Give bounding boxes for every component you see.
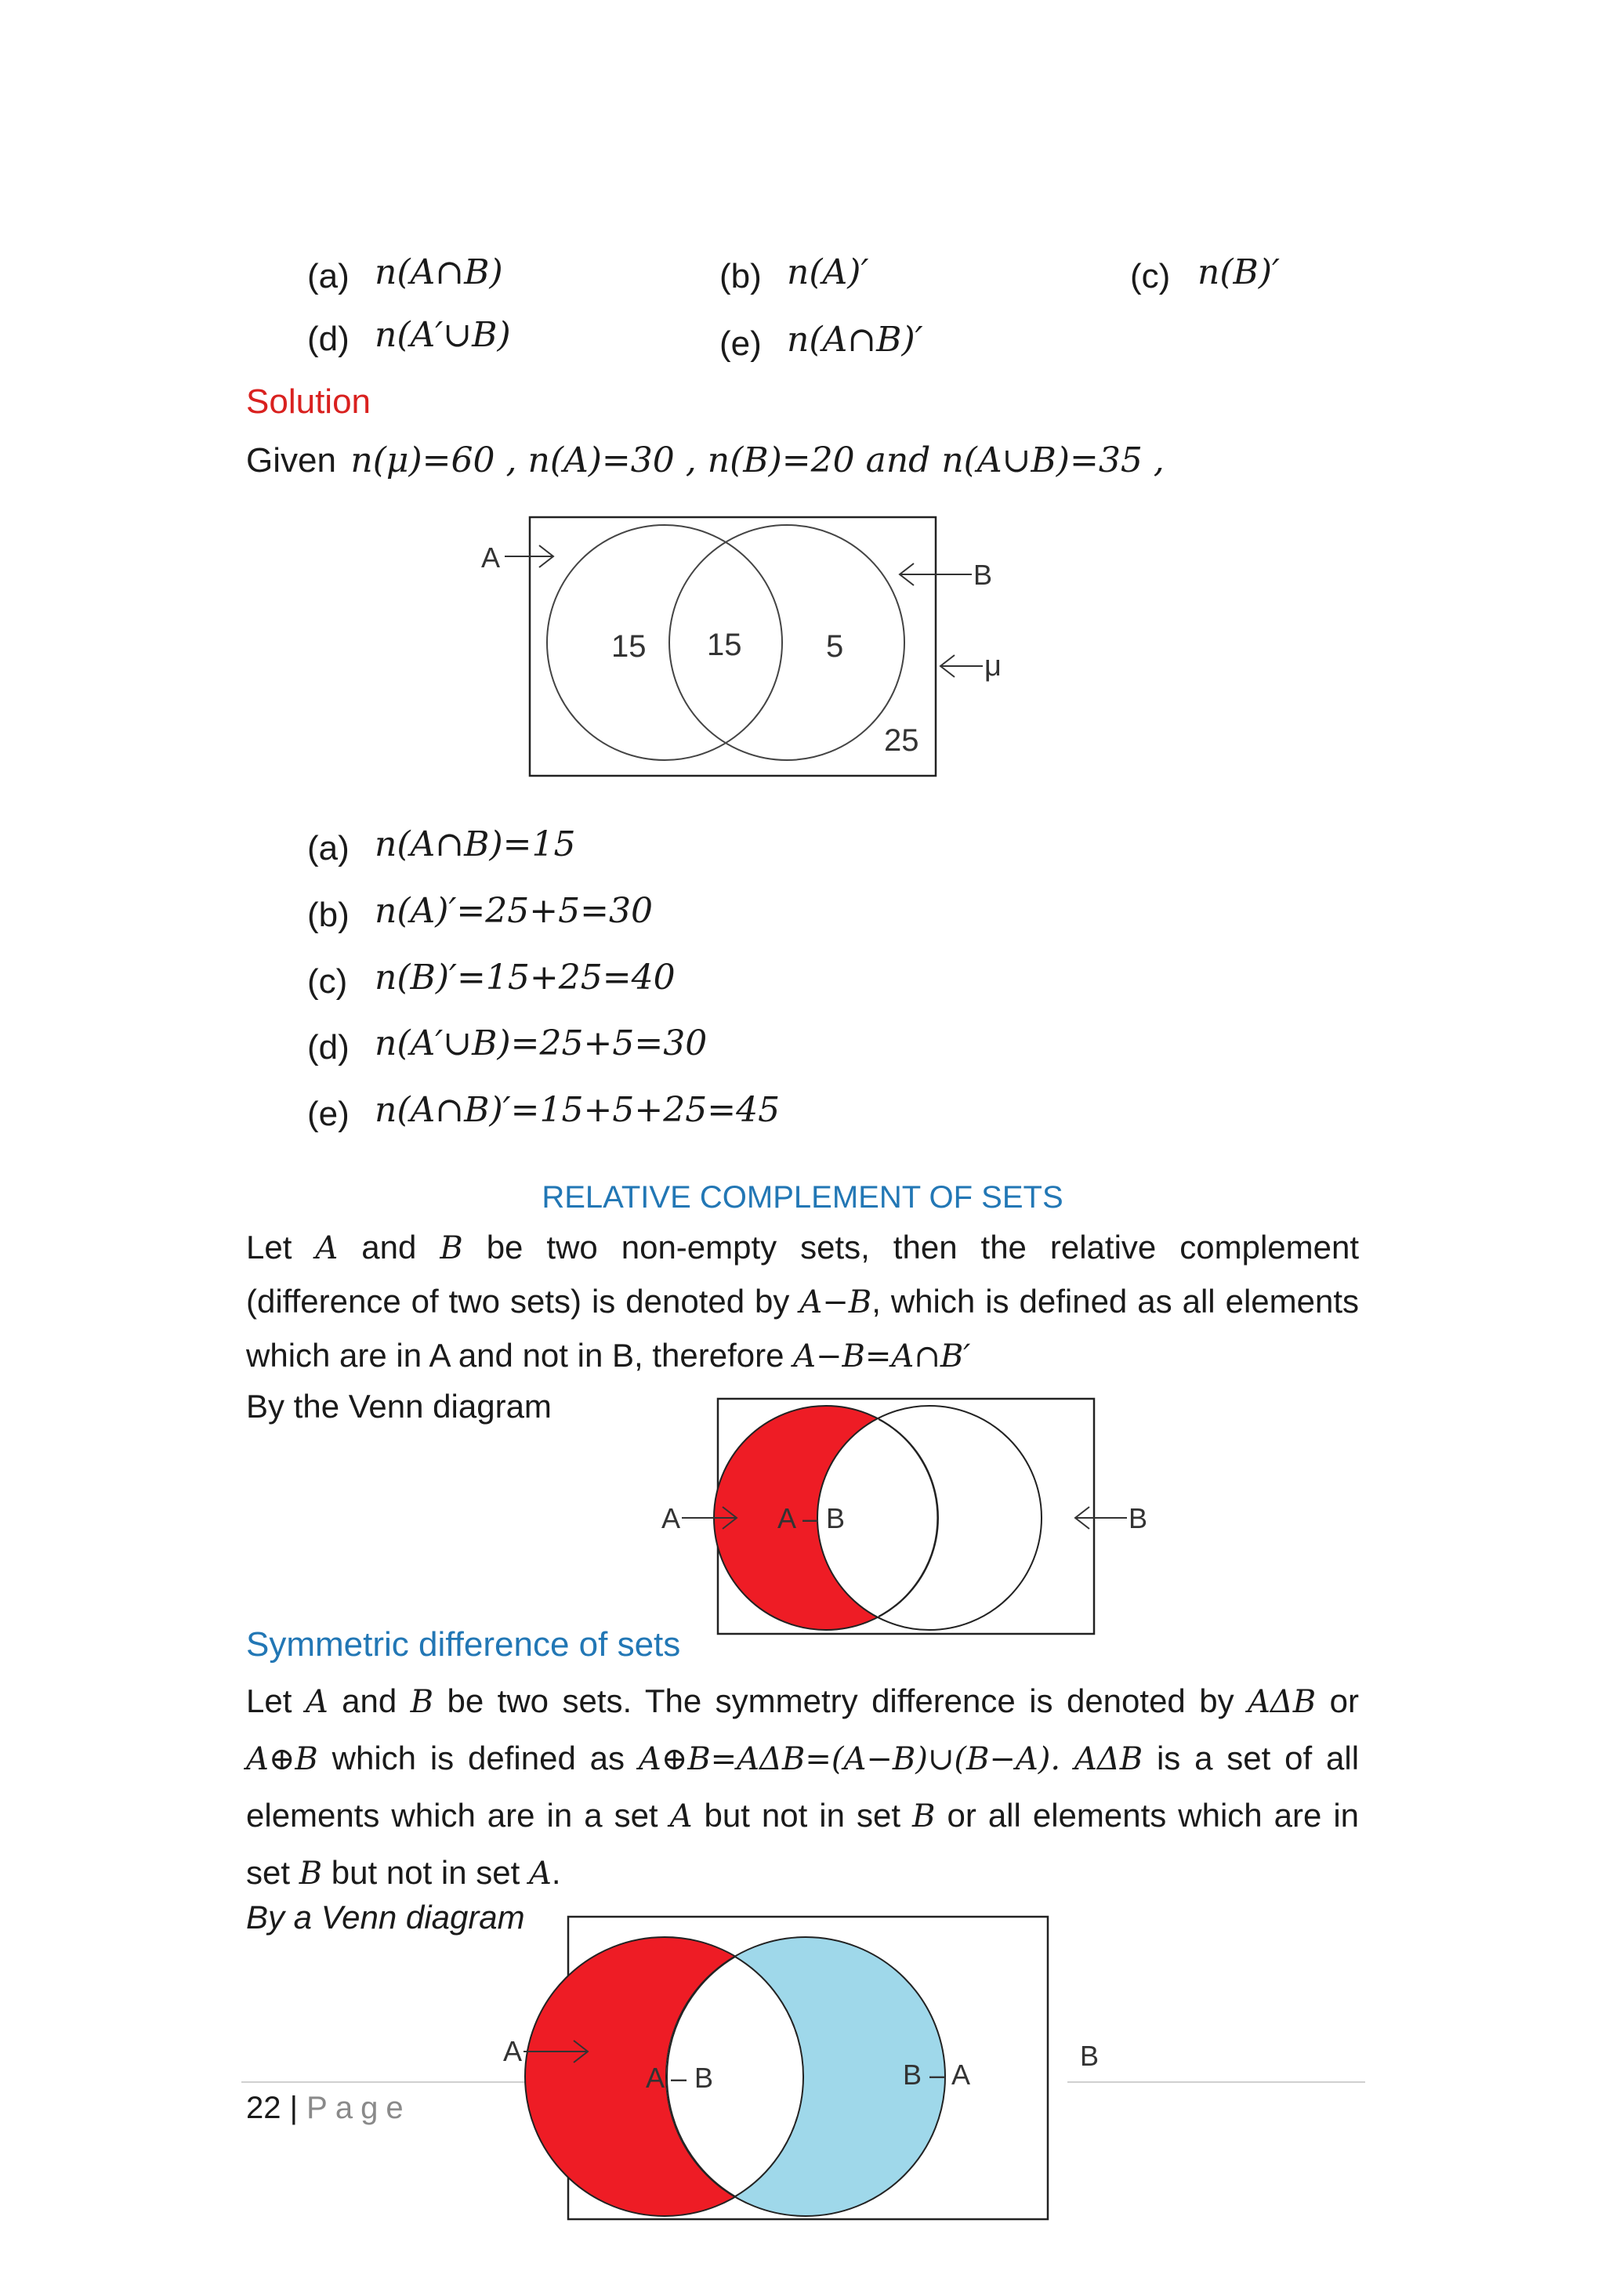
label-a: A: [503, 2035, 523, 2067]
rc-expr-identity: A−B=A∩B′: [793, 1338, 971, 1374]
page-footer: [246, 2091, 411, 2126]
answer-label-d: (d): [307, 1028, 350, 1067]
sd-text-but-not-2: but not in set: [331, 1854, 520, 1891]
question-label-a: (a): [307, 257, 350, 295]
sd-text-defined: which is defined as: [332, 1740, 625, 1776]
sd-text-period: .: [551, 1854, 561, 1891]
rc-set-a: A: [315, 1230, 339, 1266]
given-prefix: Given: [246, 441, 336, 480]
region-label-a-minus-b: A – B: [646, 2062, 714, 2094]
page-word: Page: [306, 2091, 411, 2125]
answer-label-e: (e): [307, 1095, 350, 1133]
given-line: [246, 440, 1165, 480]
rc-venn-intro: By the Venn diagram: [246, 1388, 552, 1425]
arrow-universal-icon: [940, 655, 983, 677]
sd-text-or: or: [1329, 1682, 1359, 1719]
answer-expr-b: n(A)′=25+5=30: [375, 891, 654, 931]
page-number: 22: [246, 2091, 281, 2125]
symmetric-difference-heading: Symmetric difference of sets: [246, 1625, 681, 1664]
venn-diagram-values: [439, 509, 1034, 784]
sd-text-but-not: but not in set: [704, 1797, 901, 1834]
given-expression: n(μ)=60 , n(A)=30 , n(B)=20 and n(A∪B)=35 ,: [350, 440, 1165, 480]
sd-set-b-2: B: [912, 1798, 936, 1834]
question-expr-e: n(A∩B)′: [787, 320, 923, 360]
answer-label-c: (c): [307, 962, 348, 1001]
question-expr-d: n(A′∪B): [375, 315, 511, 355]
relative-complement-heading: RELATIVE COMPLEMENT OF SETS: [542, 1180, 1063, 1215]
sd-expr-oplus: A⊕B: [246, 1741, 318, 1777]
question-label-c: (c): [1130, 257, 1171, 295]
sd-text-denoted: be two sets. The symmetry difference is denoted by: [447, 1682, 1234, 1719]
footer-separator: |: [289, 2091, 299, 2125]
question-label-d: (d): [307, 320, 350, 358]
rc-set-b: B: [440, 1230, 463, 1266]
relative-complement-paragraph: [246, 1221, 1359, 1383]
label-b: B: [973, 559, 993, 591]
solution-heading: Solution: [246, 382, 371, 421]
answer-label-b: (b): [307, 896, 350, 934]
sd-text-or-all: or all elements which are in set: [246, 1797, 1360, 1891]
question-label-e: (e): [719, 324, 762, 363]
answer-label-a: (a): [307, 829, 350, 867]
question-expr-a: n(A∩B): [375, 252, 503, 292]
sd-venn-intro: By a Venn diagram: [246, 1899, 525, 1936]
rc-text-let: Let: [246, 1229, 292, 1266]
label-b: B: [1080, 2040, 1100, 2072]
question-expr-c: n(B)′: [1197, 252, 1280, 292]
label-a: A: [661, 1502, 681, 1534]
sd-set-b-3: B: [299, 1856, 323, 1892]
sd-expr-definition: A⊕B=AΔB=(A−B)∪(B−A).: [638, 1741, 1061, 1777]
region-outside-value: 25: [884, 723, 919, 758]
sd-text-let: Let: [246, 1682, 292, 1719]
rc-text-and: and: [361, 1229, 417, 1266]
answer-expr-e: n(A∩B)′=15+5+25=45: [375, 1090, 781, 1130]
rc-text-definition: be two non-empty sets, then the relative complement (difference of two sets) is denoted by: [246, 1229, 1360, 1320]
rc-expr-difference: A−B: [799, 1284, 872, 1320]
sd-text-and: and: [342, 1682, 397, 1719]
answer-expr-a: n(A∩B)=15: [375, 824, 576, 864]
symmetric-difference-paragraph: [246, 1673, 1359, 1902]
region-only-b-value: 5: [826, 629, 844, 664]
sd-set-a-2: A: [669, 1798, 693, 1834]
question-expr-b: n(A)′: [787, 252, 869, 292]
sd-expr-delta-2: AΔB: [1074, 1741, 1143, 1777]
question-label-b: (b): [719, 257, 762, 295]
sd-set-a-3: A: [528, 1856, 552, 1892]
sd-set-b: B: [410, 1684, 434, 1720]
region-intersection-value: 15: [707, 628, 742, 662]
label-b: B: [1129, 1502, 1148, 1534]
answer-expr-c: n(B)′=15+25=40: [375, 958, 676, 998]
label-a: A: [481, 541, 501, 574]
sd-expr-delta: AΔB: [1248, 1684, 1317, 1720]
answer-expr-d: n(A′∪B)=25+5=30: [375, 1023, 708, 1063]
sd-text-set-of: is a set of all elements which are in a set: [246, 1740, 1360, 1834]
venn-diagram-symmetric-difference: [486, 1912, 1113, 2225]
region-only-a-value: 15: [611, 629, 647, 664]
sd-set-a: A: [305, 1684, 328, 1720]
region-label-b-minus-a: B – A: [903, 2059, 971, 2091]
rc-text-defined: , which is defined as all elements which are in A and not in B, therefore: [246, 1283, 1360, 1374]
label-universal: μ: [984, 650, 1002, 683]
venn-diagram-relative-complement: [658, 1395, 1160, 1638]
region-label-a-minus-b: A – B: [777, 1502, 846, 1534]
